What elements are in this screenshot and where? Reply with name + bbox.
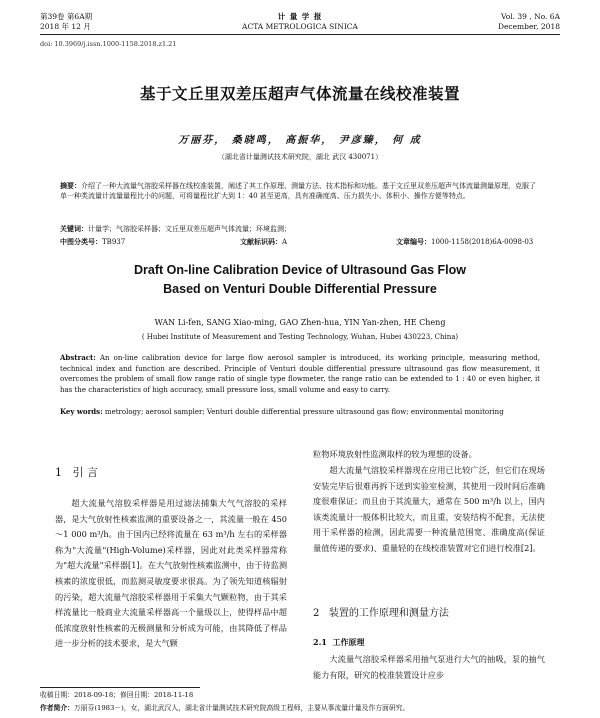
keywords-en-label: Key words: (60, 407, 103, 416)
clc (60, 237, 125, 247)
footnote-received: 收稿日期：2018-09-18；修回日期：2018-11-18 (40, 691, 194, 699)
abstract-cn-text: 介绍了一种大流量气溶胶采样器在线校准装置，阐述了其工作原理、测量方法、技术指标和功能。基于文丘里双差压超声气体流量测量原理，克服了单一种类流量计流量量程比小的问题，可将量程比扩大到 1：40 甚至更高，具有准确度高、压力损失小、体积小、操作方便等特点。 (60, 182, 536, 200)
keywords-cn (60, 224, 540, 234)
doc-code-value: A (282, 238, 288, 246)
abstract-en (60, 353, 540, 395)
section2-heading (313, 604, 449, 619)
section2-1-paragraph: 大流量气溶胶采样器采用抽气泵进行大气的抽吸，泵的抽气能力有限，研究的校准装置设计应步 (313, 654, 545, 680)
authors-cn: 万丽芬， 桑晓鸣， 高振华， 尹彦臻， 何 成 (178, 135, 422, 146)
article-number-label: 文章编号： (396, 237, 431, 246)
clc-label: 中图分类号： (60, 237, 102, 246)
header-volume-cn: 第39卷 第6A期 (40, 12, 93, 21)
header-volume-en: Vol. 39 , No. 6A (500, 12, 560, 21)
title-en-line1: Draft On-line Calibration Device of Ultrasound Gas Flow (134, 263, 466, 277)
header-journal-en: ACTA METROLOGICA SINICA (242, 22, 358, 31)
keywords-cn-text: 计量学；气溶胶采样器；文丘里双差压超声气体流量；环境监测； (88, 225, 291, 233)
abstract-cn (60, 181, 540, 201)
affiliation-cn: （湖北省计量测试技术研究院，湖北 武汉 430071） (217, 153, 383, 161)
abstract-en-text: An on-line calibration device for large flow aerosol sampler is introduced, its working principle, measuring method, technical index and function are described. Principle of Venturi double differential pressure ultrasound gas flow measurement, it overcomes the problem of small flow range ratio of single type flowmeter, the range ratio can be extended to 1 : 40 or even higher, it has the characteristics of high accuracy, small pressure loss, small volume and easy to carry. (60, 354, 540, 394)
col2-continuation: 粒物环境放射性监测取样的较为理想的设备。 (313, 449, 477, 459)
authors-en: WAN Li-fen, SANG Xiao-ming, GAO Zhen-hua, YIN Yan-zhen, HE Cheng (154, 318, 446, 327)
header-journal-cn: 计 量 学 报 (277, 12, 323, 21)
footnote-author-text: 万丽芬(1983－)，女，湖北武汉人，湖北省计量测试技术研究院高级工程师，主要从事流量计量及作方面研究。 (73, 704, 410, 712)
keywords-en (60, 407, 540, 418)
article-number (396, 237, 533, 247)
keywords-en-text: metrology; aerosol sampler; Venturi double differential pressure ultrasound gas flow; environmental monitoring (102, 408, 504, 416)
abstract-cn-label: 摘要： (60, 181, 81, 190)
doc-code-label: 文献标识码： (240, 237, 282, 246)
affiliation-en: ( Hubei Institute of Measurement and Testing Technology, Wuhan, Hubei 430223, China) (141, 333, 459, 341)
clc-value: TB937 (102, 238, 126, 246)
section2-title: 装置的工作原理和测量方法 (328, 608, 449, 619)
doi: doi: 10.3969/j.issn.1000-1158.2018.z1.21 (40, 40, 177, 48)
keywords-cn-label: 关键词： (60, 224, 88, 233)
footnote-author-label: 作者简介： (40, 704, 74, 712)
title-en-line2: Based on Venturi Double Differential Pressure (163, 282, 437, 296)
footnote-rule (40, 687, 200, 688)
footnote-author (40, 703, 560, 714)
header-date-cn: 2018 年 12 月 (40, 22, 91, 31)
abstract-en-label: Abstract: (60, 353, 96, 362)
section2-1-number: 2.1 (313, 637, 327, 647)
article-number-value: 1000-1158(2018)6A-0098-03 (431, 238, 534, 246)
section1-heading (55, 464, 98, 480)
section2-number: 2 (313, 608, 320, 619)
header-rule (40, 34, 560, 35)
header-date-en: December, 2018 (497, 22, 560, 31)
col2-paragraph: 超大流量气溶胶采样器现在应用已比较广泛，但它们在现场安装完毕后很难再拆下送到实验室检测，其使用一段时间后准确度很难保证；而且由于其流量大，通常在 500 m³/h 以上，国内该类流量计一般体积比较大，而且重，安装结构不配套，无法使用于采样器的检测，因此需要一种流量范围宽、准确度高(保证量值传递的要求)、重量轻的在线校准装置对它们进行校准[2]。 (313, 465, 545, 553)
title-cn: 基于文丘里双差压超声气体流量在线校准装置 (139, 84, 460, 103)
section2-1-title: 工作原理 (332, 637, 365, 647)
doc-code (240, 237, 287, 247)
section1-title: 引 言 (72, 466, 98, 479)
section1-number: 1 (55, 466, 62, 479)
section2-1-heading (313, 637, 365, 648)
section1-paragraph: 超大流量气溶胶采样器是用过滤法捕集大气气溶胶的采样器，是大气放射性核素监测的重要设备之一，其流量一般在 450～1 000 m³/h。由于国内已经将流量在 63 m³/h 左右的采样器称为"大流量"(High-Volume)采样器，因此对此类采样器常称为"超大流量"采样器[1]。在大气放射性核素监测中，由于待监测核素的浓度很低，而监测灵敏度要求很高。为了领先知道核辐射的污染，超大流量气溶胶采样器用于采集大气颗粒物，由于其采样流量比一般商业大流量采样器高一个量级以上，使得样品中超低浓度放射性核素的无极测量和分析成为可能，由其降低了样品进一步分析的技术要求，是大气颗 (55, 498, 288, 649)
